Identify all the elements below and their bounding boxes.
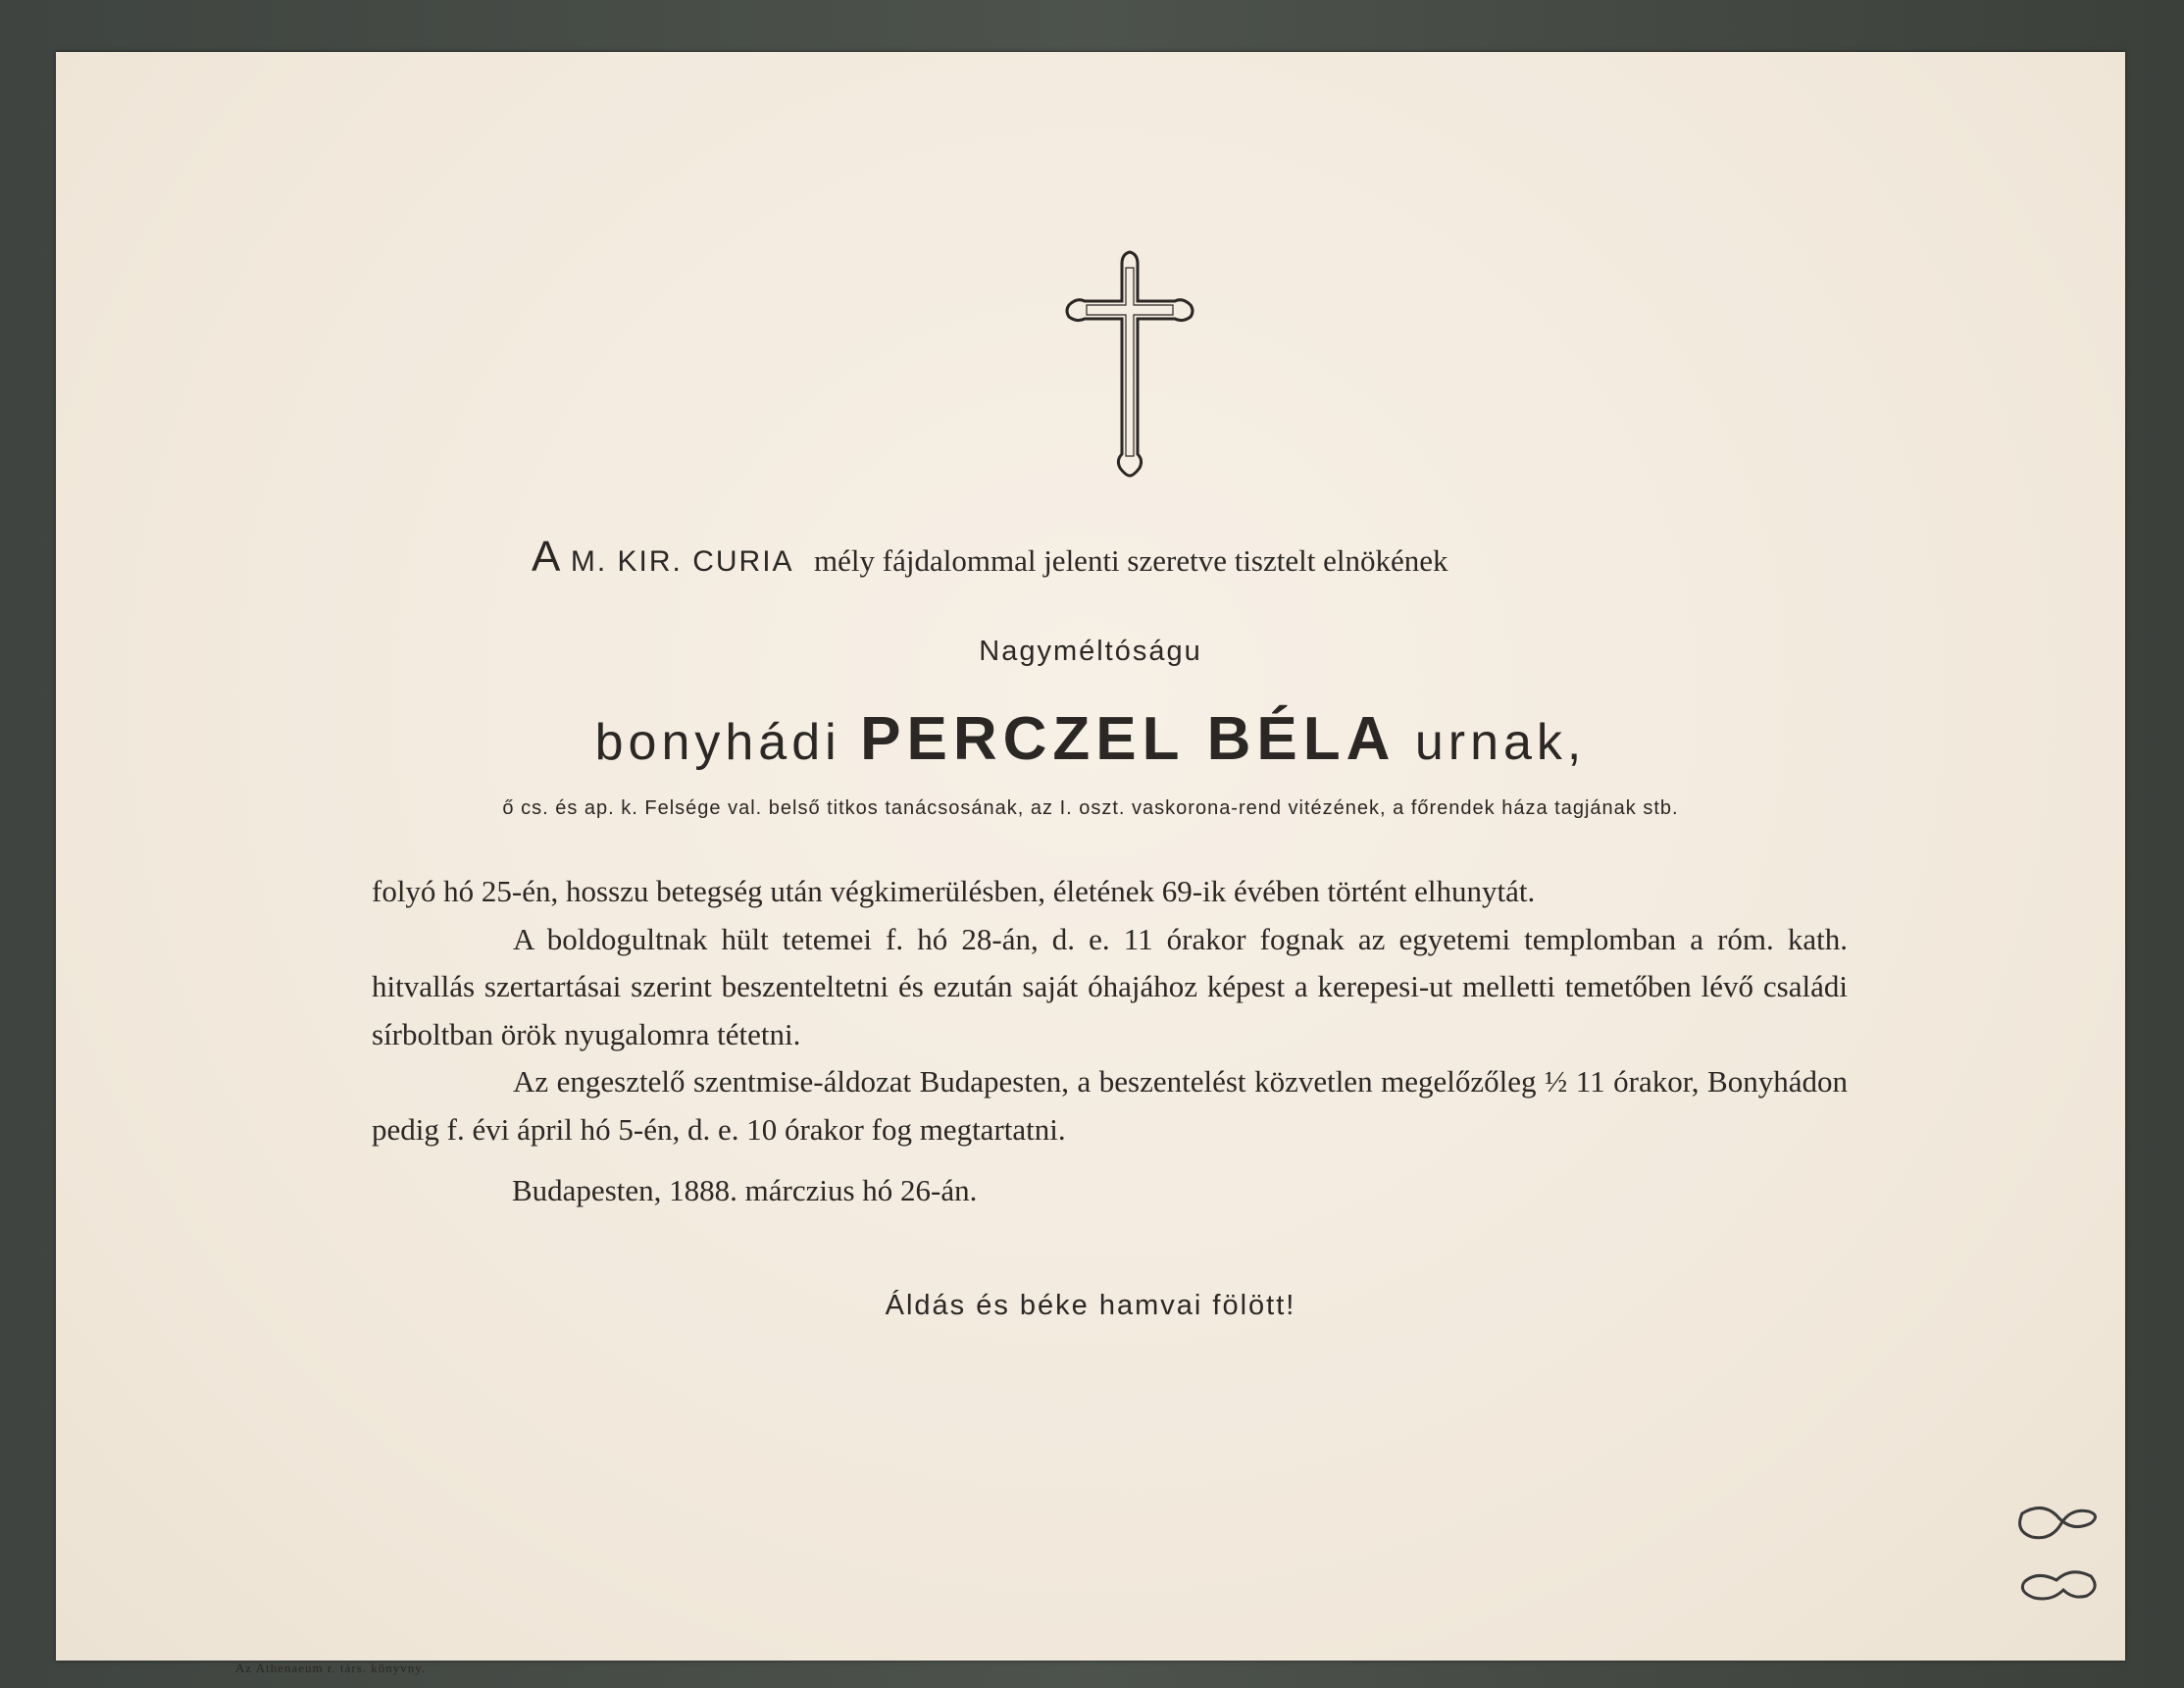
printer-imprint: Az Athenaeum r. társ. könyvny. [235,1661,427,1675]
cross-icon [1051,248,1208,479]
heading-initial: A [532,533,563,581]
notice-heading [532,533,1448,582]
paragraph-mass: Az engesztelő szentmise-áldozat Budapesten, a beszentelést közvetlen megelőzőleg ½ 11 órakor, Bonyhádon pedig f. évi ápril hó 5-én, d. e. 10 órakor fog megtartatni. [372,1064,1848,1147]
name-suffix: urnak, [1414,714,1587,771]
deceased-name [56,704,2125,774]
heading-institution: M. KIR. CURIA [570,545,794,578]
notice-body [372,868,1848,1153]
blessing: Áldás és béke hamvai fölött! [885,1290,1296,1321]
date-line: Budapesten, 1888. márczius hó 26-án. [512,1173,978,1207]
name-prefix: bonyhádi [594,714,841,771]
archive-mark-icon [2003,1494,2110,1631]
paragraph-funeral: A boldogultnak hült tetemei f. hó 28-án, d. e. 11 órakor fognak az egyetemi templomban a róm. kath. hitvallás szertartásai szerint beszenteltetni és ezután saját óhajához képest a kerepesi-ut melletti temetőben lévő családi sírboltban örök nyugalomra tétetni. [372,921,1848,1051]
name-surname: PERCZEL BÉLA [860,705,1397,773]
heading-text: mély fájdalommal jelenti szeretve tisztelt elnökének [814,543,1448,578]
honorific: Nagyméltóságu [979,636,1202,667]
deceased-titles: ő cs. és ap. k. Felsége val. belső titkos tanácsosának, az I. oszt. vaskorona-rend vitézének, a főrendek háza tagjának stb. [502,797,1679,819]
death-notice-sheet [56,52,2125,1675]
paragraph-death: folyó hó 25-én, hosszu betegség után végkimerülésben, életének 69-ik évében történt elhunytát. [372,874,1536,908]
